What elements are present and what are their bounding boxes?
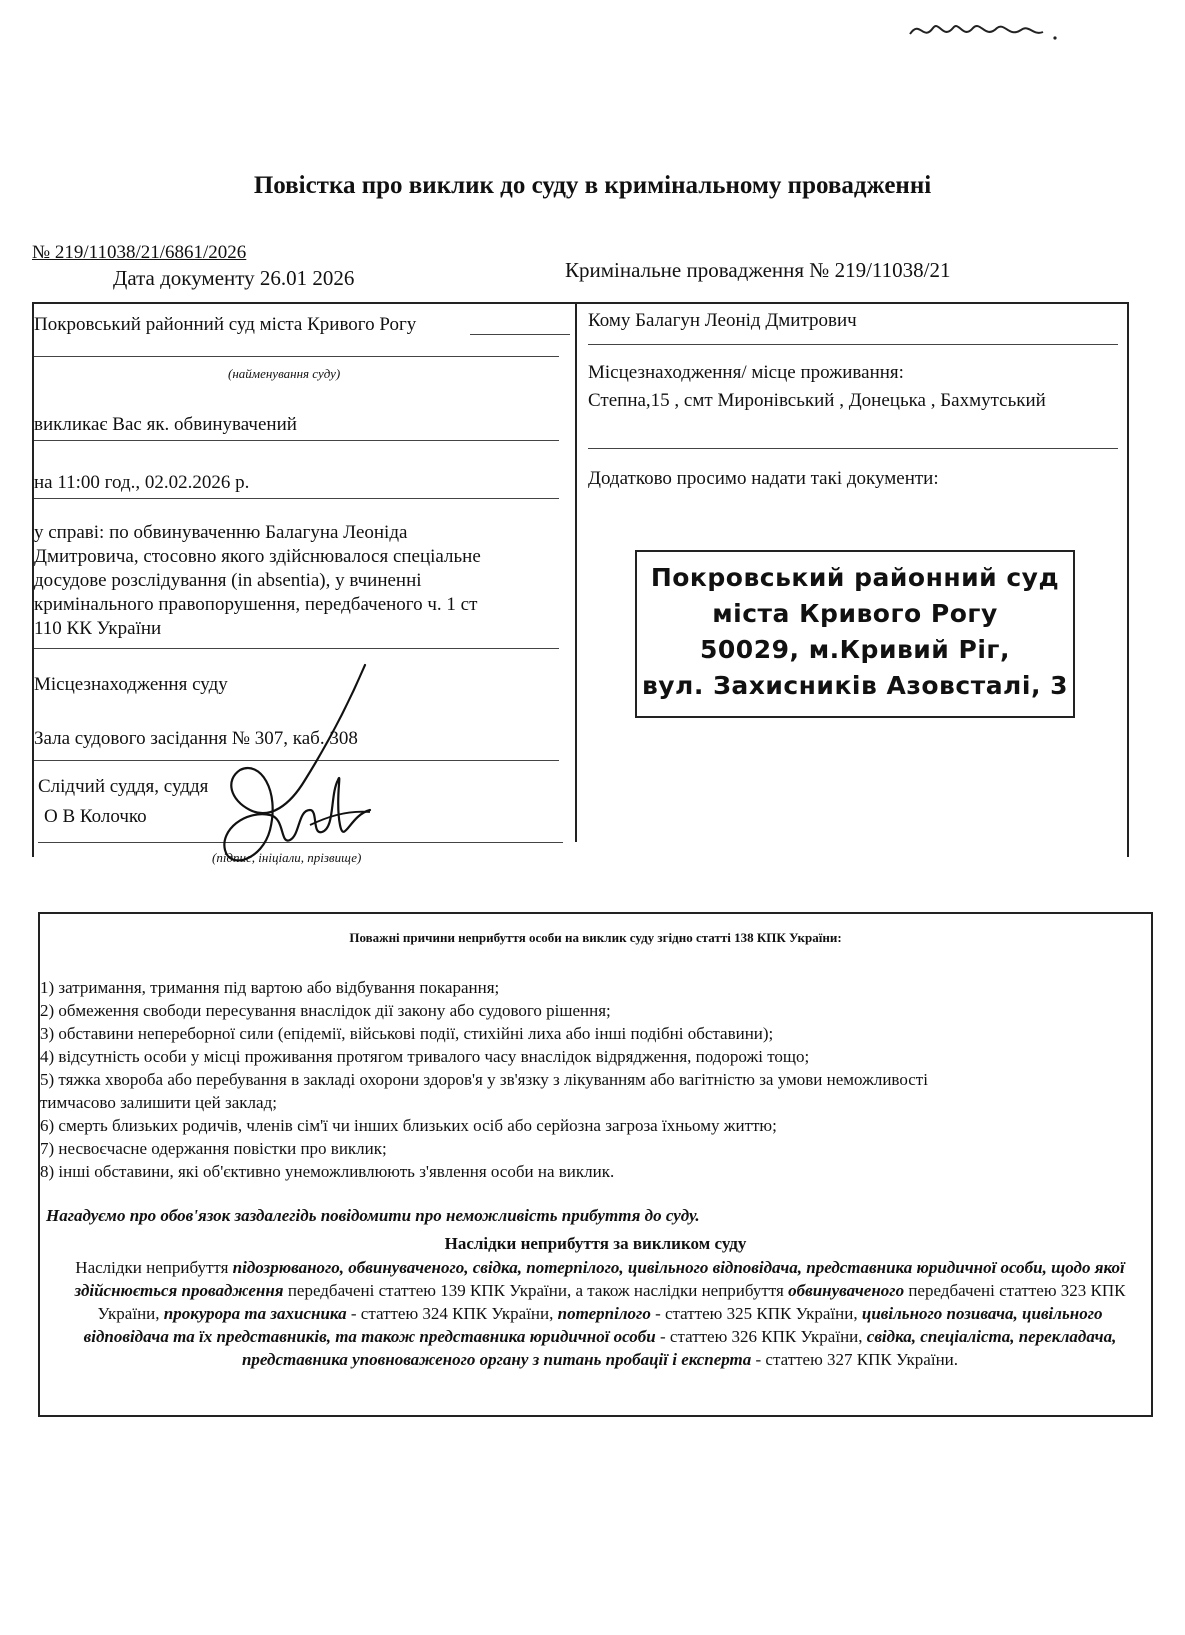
reason-item: 8) інші обставини, які об'єктивно унеможливлюють з'явлення особи на виклик. (40, 1162, 615, 1181)
document-date: Дата документу 26.01 2026 (113, 266, 355, 290)
recipient: Кому Балагун Леонід Дмитрович (588, 310, 857, 331)
divider (34, 356, 559, 357)
divider (470, 334, 570, 335)
judge-name: О В Колочко (44, 806, 147, 827)
document-number: № 219/11038/21/6861/2026 (32, 242, 247, 263)
reason-item: тимчасово залишити цей заклад; (40, 1093, 277, 1112)
page-title: Повістка про виклик до суду в кримінальному провадженні (253, 172, 932, 199)
case-line-4: кримінального правопорушення, передбаченого ч. 1 ст (34, 594, 478, 615)
reason-item: 7) несвоєчасне одержання повістки про виклик; (40, 1139, 387, 1158)
reason-item: 6) смерть близьких родичів, членів сім'ї чи інших близьких осіб або серйозна загроза їхньому життю; (40, 1116, 777, 1135)
court-stamp (635, 550, 1075, 718)
reason-item: 2) обмеження свободи пересування внаслідок дії закону або судового рішення; (40, 1001, 611, 1020)
reminder-note: Нагадуємо про обов'язок заздалегідь повідомити про неможливість прибуття до суду. (46, 1206, 700, 1225)
residence-address: Степна,15 , смт Миронівський , Донецька , Бахмутський (588, 390, 1046, 411)
divider (588, 448, 1118, 449)
hearing-time: на 11:00 год., 02.02.2026 р. (34, 472, 250, 493)
stamp-line-4: вул. Захисників Азовсталі, 3 (641, 671, 1069, 700)
divider (34, 648, 559, 649)
reason-item: 5) тяжка хвороба або перебування в закладі охорони здоров'я у зв'язку з лікуванням або вагітністю за умови неможливості (40, 1070, 928, 1089)
case-line-3: досудове розслідування (in absentia), у вчиненні (34, 570, 422, 591)
summoned-as: викликає Вас як. обвинувачений (34, 414, 297, 435)
court-caption: (найменування суду) (228, 366, 341, 381)
hearing-hall: Зала судового засідання № 307, каб. 308 (34, 728, 358, 749)
documents-label: Додатково просимо надати такі документи: (588, 468, 939, 489)
column-divider (575, 302, 577, 842)
divider (34, 440, 559, 441)
residence-label: Місцезнаходження/ місце проживання: (588, 362, 904, 383)
proceeding-number: Кримінальне провадження № 219/11038/21 (565, 258, 951, 282)
case-line-2: Дмитровича, стосовно якого здійснювалося спеціальне (34, 546, 481, 567)
signature-caption: (підпис, ініціали, прізвище) (212, 850, 362, 865)
court-location-label: Місцезнаходження суду (34, 674, 228, 695)
court-name: Покровський районний суд міста Кривого Рогу (34, 314, 417, 335)
scribble-mark (905, 14, 1065, 44)
case-line-1: у справі: по обвинуваченню Балагуна Леоніда (34, 522, 408, 543)
reason-item: 4) відсутність особи у місці проживання протягом тривалого часу внаслідок відрядження, подорожі тощо; (40, 1047, 810, 1066)
judge-label: Слідчий суддя, суддя (38, 776, 209, 797)
reason-item: 1) затримання, тримання під вартою або відбування покарання; (40, 978, 500, 997)
consequences-text: Наслідки неприбуття підозрюваного, обвинуваченого, свідка, потерпілого, цивільного відповідача, представника юридичної особи, щодо якої здійснюється провадження передбачені статтею 139 КПК України, а також наслідки неприбуття обвинуваченого передбачені статтею 323 КПК України, прокурора та захисника - статтею 324 КПК України, потерпілого - статтею 325 КПК України, цивільного позивача, цивільного відповідача та їх представників, та також представника юридичної особи - статтею 326 КПК України, свідка, спеціаліста, перекладача, представника уповноваженого органу з питань пробації і експерта - статтею 327 КПК України. (74, 1258, 1126, 1369)
reasons-heading: Поважні причини неприбуття особи на виклик суду згідно статті 138 КПК України: (349, 930, 842, 945)
stamp-line-3: 50029, м.Кривий Ріг, (700, 635, 1010, 664)
judge-signature (210, 660, 380, 890)
reason-item: 3) обставини непереборної сили (епідемії, військові події, стихійні лиха або інші подібні обставини); (40, 1024, 774, 1043)
consequences-heading: Наслідки неприбуття за викликом суду (444, 1234, 747, 1253)
divider (588, 344, 1118, 345)
case-line-5: 110 КК України (34, 618, 162, 639)
stamp-line-1: Покровський районний суд (650, 563, 1060, 592)
divider (34, 498, 559, 499)
stamp-line-2: міста Кривого Рогу (712, 599, 998, 628)
